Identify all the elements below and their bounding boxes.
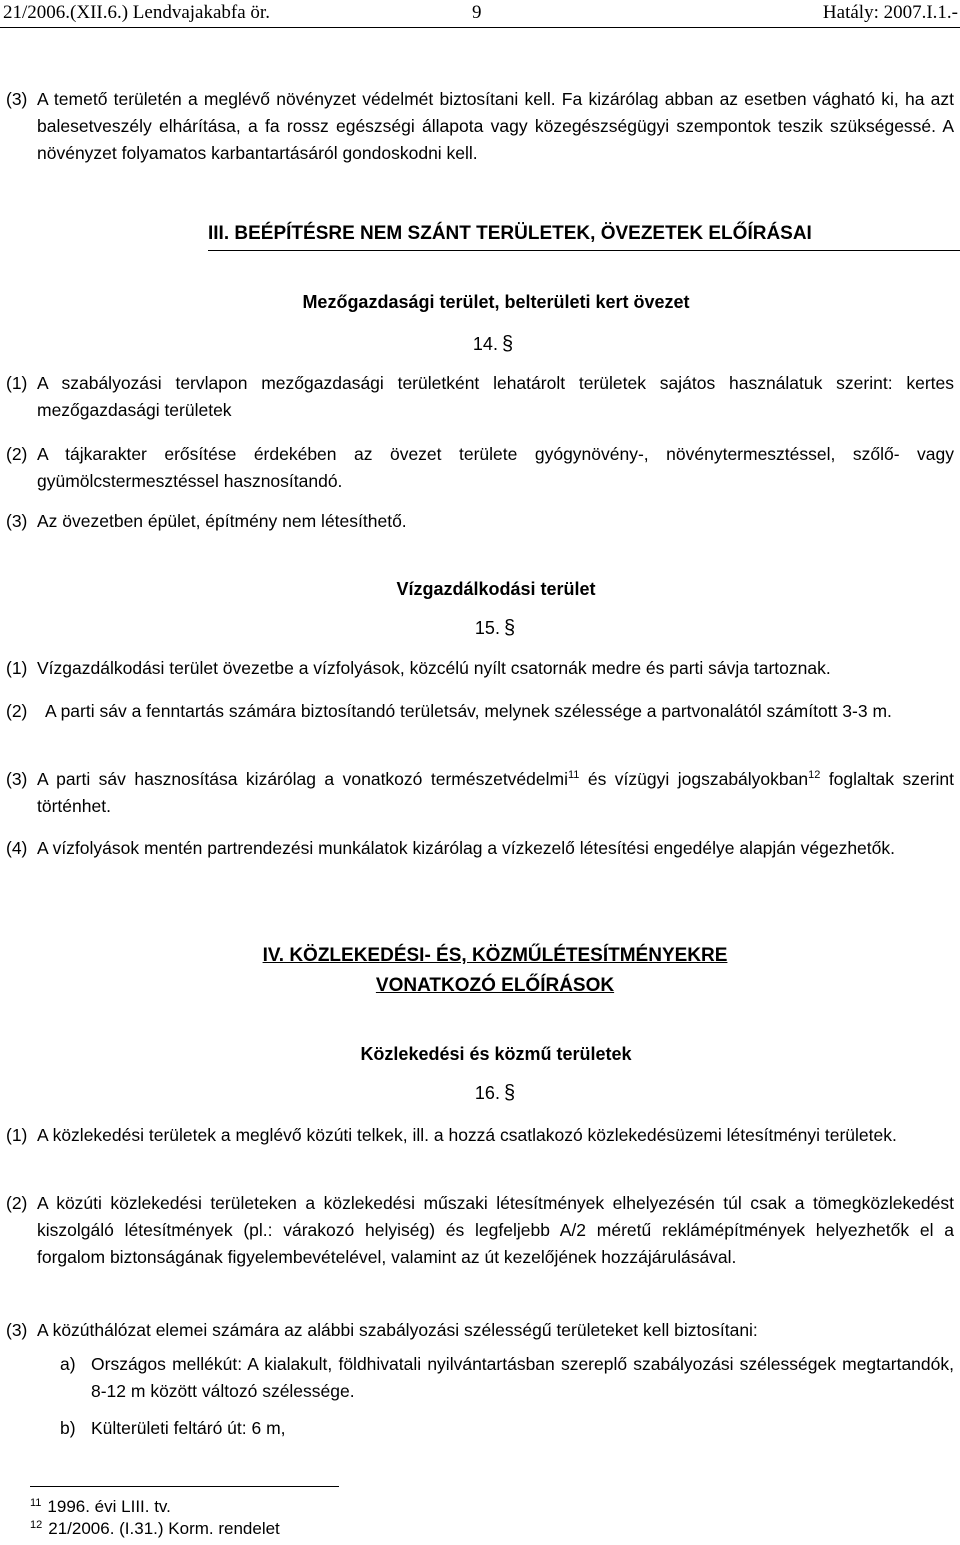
paragraph-text: A temető területén a meglévő növényzet védelmét biztosítani kell. Fa kizárólag abban az esetben vágható ki, ha azt balesetveszély elhárítása, a fa rossz egészségi állapota vagy közegészségügyi szempontok teszik szükségessé. A növényzet folyamatos karbantartásáról gondoskodni kell.	[37, 89, 954, 163]
paragraph-number: (1)	[6, 1125, 28, 1145]
paragraph-text: Az övezetben épület, építmény nem létesíthető.	[37, 511, 407, 531]
list-item-label: b)	[60, 1418, 76, 1438]
footnote-number: 11	[30, 1497, 42, 1509]
section-number: 16.	[474, 1083, 500, 1103]
paragraph-14-3	[6, 508, 954, 535]
chapter-title-iii: III. BEÉPÍTÉSRE NEM SZÁNT TERÜLETEK, ÖVEZETEK ELŐÍRÁSAI	[208, 219, 960, 251]
paragraph-text	[37, 766, 954, 820]
paragraph-15-2	[6, 698, 954, 725]
subsection-title-agricultural: Mezőgazdasági terület, belterületi kert övezet	[302, 292, 690, 312]
paragraph-number: (1)	[6, 373, 28, 393]
footnote-text: 21/2006. (I.31.) Korm. rendelet	[48, 1519, 280, 1538]
section-number: 15.	[474, 618, 500, 638]
paragraph-number: (1)	[6, 658, 28, 678]
header-page-number: 9	[472, 2, 482, 23]
paragraph-text: A közlekedési területek a meglévő közúti telkek, ill. a hozzá csatlakozó közlekedésüzemi létesítményi területek.	[37, 1125, 897, 1145]
list-item-a	[60, 1351, 954, 1405]
paragraph-text-part: és vízügyi jogszabályokban	[579, 769, 809, 789]
paragraph-number: (2)	[6, 1193, 28, 1213]
paragraph-text: A parti sáv a fenntartás számára biztosítandó területsáv, melynek szélessége a partvonalától számított 3-3 m.	[45, 701, 892, 721]
chapter-title-line-2: VONATKOZÓ ELŐÍRÁSOK	[375, 975, 615, 996]
section-heading-15	[0, 617, 960, 640]
paragraph-16-1	[6, 1122, 954, 1149]
list-item-text: Országos mellékút: A kialakult, földhivatali nyilvántartásban szereplő szabályozási szélességek megtartandók, 8-12 m között változó szélessége.	[91, 1354, 954, 1401]
paragraph-text: A közúti közlekedési területeken a közlekedési műszaki létesítmények elhelyezésén túl csak a tömegközlekedést kiszolgáló létesítmények (pl.: várakozó helyiség) és legfeljebb A/2 méretű reklámépítmények helyezhetők el a forgalom biztonságának figyelembevételével, valamint az út kezelőjének hozzájárulásával.	[37, 1193, 954, 1267]
subsection-title-transport: Közlekedési és közmű területek	[360, 1044, 632, 1064]
paragraph-number: (3)	[6, 89, 28, 109]
paragraph-text: A tájkarakter erősítése érdekében az övezet területe gyógynövény-, növénytermesztéssel, szőlő- vagy gyümölcstermesztéssel hasznosítandó.	[37, 444, 954, 491]
footnote-text: 1996. évi LIII. tv.	[47, 1497, 171, 1516]
paragraph-text: A szabályozási tervlapon mezőgazdasági területként lehatárolt területek sajátos használatuk szerint: kertes mezőgazdasági területek	[37, 373, 954, 420]
header-rule	[0, 27, 960, 28]
header-effective-date: Hatály: 2007.I.1.-	[822, 2, 958, 23]
list-item-label: a)	[60, 1354, 76, 1374]
section-symbol: §	[503, 1082, 516, 1104]
section-number: 14.	[472, 334, 498, 354]
footnote-ref-11: 11	[567, 769, 580, 781]
chapter-title-iv	[0, 941, 960, 1001]
footnote-11	[30, 1496, 171, 1518]
paragraph-text-part: A parti sáv hasznosítása kizárólag a vonatkozó természetvédelmi	[37, 769, 568, 789]
paragraph-number: (3)	[6, 1320, 28, 1340]
paragraph-14-2	[6, 441, 954, 495]
paragraph-text: A vízfolyások mentén partrendezési munkálatok kizárólag a vízkezelő létesítési engedélye alapján végezhetők.	[37, 838, 895, 858]
footnote-ref-12: 12	[808, 769, 821, 781]
section-heading-14	[0, 333, 960, 356]
paragraph-14-1	[6, 370, 954, 424]
paragraph-text: A közúthálózat elemei számára az alábbi szabályozási szélességű területeket kell biztosítani:	[37, 1320, 758, 1340]
paragraph-cemetery-3	[6, 86, 954, 167]
list-item-text: Külterületi feltáró út: 6 m,	[91, 1418, 286, 1438]
section-symbol: §	[503, 617, 516, 639]
list-item-b	[60, 1415, 954, 1442]
subsection-title-water: Vízgazdálkodási terület	[396, 579, 596, 599]
chapter-title-line-1: IV. KÖZLEKEDÉSI- ÉS, KÖZMŰLÉTESÍTMÉNYEKRE	[262, 945, 728, 966]
paragraph-16-3	[6, 1317, 954, 1344]
footnote-12	[30, 1518, 280, 1540]
paragraph-number: (2)	[6, 444, 28, 464]
section-symbol: §	[501, 333, 514, 355]
paragraph-number: (3)	[6, 769, 28, 789]
paragraph-text-part: foglaltak szerint történhet.	[37, 769, 954, 816]
paragraph-15-4	[6, 835, 954, 862]
paragraph-number: (4)	[6, 838, 28, 858]
paragraph-number: (3)	[6, 511, 28, 531]
paragraph-number: (2)	[6, 701, 28, 721]
footnote-number: 12	[30, 1519, 43, 1531]
footnote-separator	[30, 1486, 339, 1487]
section-heading-16	[0, 1082, 960, 1105]
paragraph-16-2	[6, 1190, 954, 1271]
paragraph-15-3	[6, 766, 954, 820]
paragraph-15-1	[6, 655, 954, 682]
paragraph-text: Vízgazdálkodási terület övezetbe a vízfolyások, közcélú nyílt csatornák medre és parti sávja tartoznak.	[37, 658, 831, 678]
header-decree-ref: 21/2006.(XII.6.) Lendvajakabfa ör.	[3, 2, 270, 23]
running-header	[0, 0, 960, 24]
